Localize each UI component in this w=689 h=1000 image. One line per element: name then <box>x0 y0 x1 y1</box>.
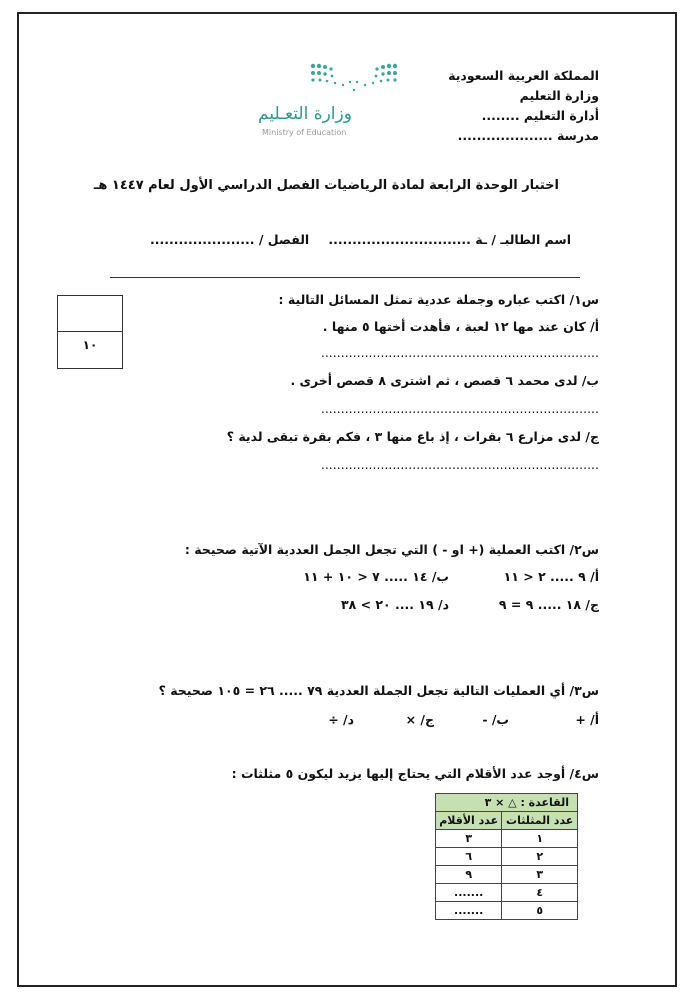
q2-item-d: د/ ١٩ .... ٢٠ > ٣٨ <box>340 597 449 612</box>
divider <box>110 277 580 278</box>
q3-option-c[interactable]: ج/ × <box>405 712 434 727</box>
logo-english-text: Ministry of Education <box>262 128 347 137</box>
score-box <box>57 295 123 369</box>
class-field[interactable]: الفصل / ...................... <box>150 232 310 247</box>
cell-pens-answer[interactable]: ....... <box>436 902 502 920</box>
table-row <box>436 848 578 866</box>
q1-answer-b[interactable]: ...................................................................... <box>320 401 599 416</box>
q3-option-a[interactable]: أ/ + <box>575 712 599 727</box>
q1-answer-c[interactable]: ...................................................................... <box>320 457 599 472</box>
table-row <box>436 830 578 848</box>
student-name-field[interactable]: اسم الطالبـ / ـة .............................. <box>328 232 571 247</box>
school-label: مدرسة .................... <box>457 128 599 143</box>
header-pens: عدد الأقلام <box>436 812 502 830</box>
q2-item-a: أ/ ٩ ..... ٢ < ١١ <box>503 569 599 584</box>
table-rule: القاعدة : △ × ٣ <box>436 794 578 812</box>
q1-item-a: أ/ كان عند مها ١٢ لعبة ، فأهدت أختها ٥ منها . <box>322 319 599 334</box>
cell-triangles: ٥ <box>502 902 578 920</box>
q1-answer-a[interactable]: ...................................................................... <box>320 345 599 360</box>
q4-table <box>435 793 578 920</box>
table-row <box>436 866 578 884</box>
cell-triangles: ٤ <box>502 884 578 902</box>
q4-prompt: س٤/ أوجد عدد الأقلام التي يحتاج إليها يزيد ليكون ٥ مثلثات : <box>231 766 599 781</box>
cell-pens: ٦ <box>436 848 502 866</box>
q1-item-c: ج/ لدى مزارع ٦ بقرات ، إذ باع منها ٣ ، فكم بقرة تبقى لدية ؟ <box>226 429 599 444</box>
q3-option-d[interactable]: د/ ÷ <box>328 712 354 727</box>
cell-triangles: ٢ <box>502 848 578 866</box>
q1-item-b: ب/ لدى محمد ٦ قصص ، ثم اشترى ٨ قصص أخرى . <box>290 373 599 388</box>
table-row <box>436 884 578 902</box>
kingdom-label: المملكة العربية السعودية <box>448 68 599 83</box>
q2-item-c: ج/ ١٨ ..... ٩ = ٩ <box>498 597 599 612</box>
q1-prompt: س١/ اكتب عباره وجملة عددية تمثل المسائل التالية : <box>278 292 599 307</box>
q2-prompt: س٢/ اكتب العملية (+ او - ) التي تجعل الجمل العددية الآتية صحيحة : <box>184 542 599 557</box>
cell-triangles: ١ <box>502 830 578 848</box>
q3-prompt: س٣/ أي العمليات التالية تجعل الجملة العددية ٧٩ ..... ٢٦ = ١٠٥ صحيحة ؟ <box>158 683 599 698</box>
cell-pens-answer[interactable]: ....... <box>436 884 502 902</box>
cell-pens: ٩ <box>436 866 502 884</box>
administration-label: أدارة التعليم ........ <box>481 108 599 123</box>
score-divider <box>58 331 122 332</box>
q2-item-b: ب/ ١٤ ..... ٧ < ١٠ + ١١ <box>303 569 449 584</box>
score-total: ١٠ <box>82 338 98 352</box>
logo-arabic-text: وزارة التعـليم <box>258 104 352 124</box>
cell-triangles: ٣ <box>502 866 578 884</box>
ministry-label: وزارة التعليم <box>519 88 599 103</box>
header-triangles: عدد المثلثات <box>502 812 578 830</box>
table-row <box>436 902 578 920</box>
q3-option-b[interactable]: ب/ - <box>482 712 509 727</box>
cell-pens: ٣ <box>436 830 502 848</box>
exam-title: اختبار الوحدة الرابعة لمادة الرياضيات الفصل الدراسي الأول لعام ١٤٤٧ هـ <box>93 178 559 193</box>
page-border <box>17 12 677 987</box>
